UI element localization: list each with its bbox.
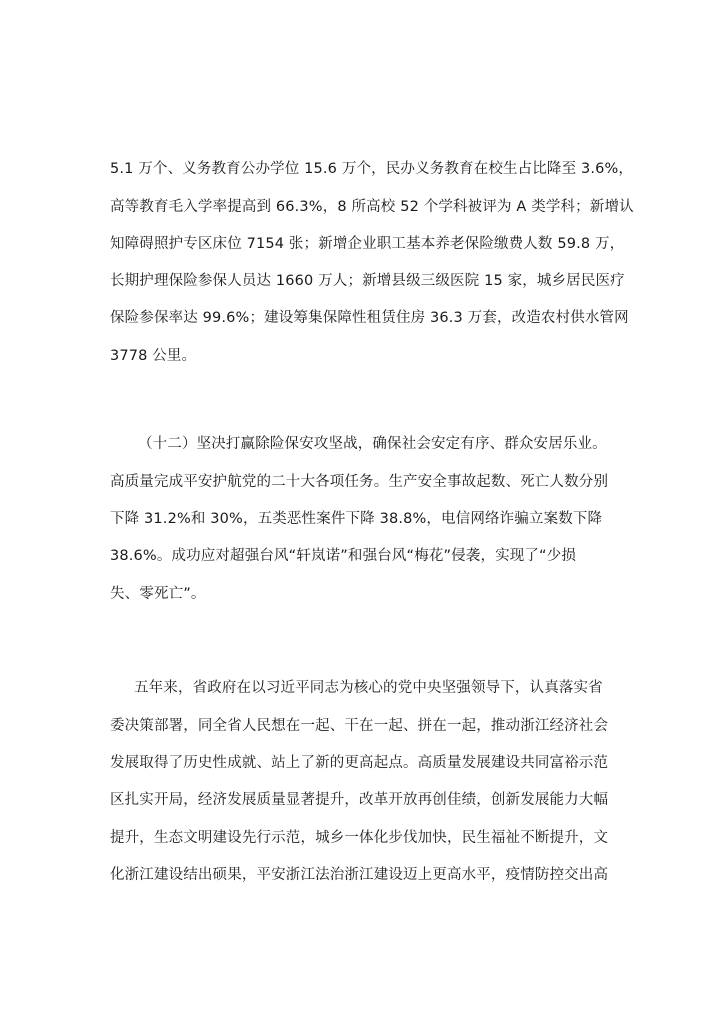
paragraph-2-line-5: 失、零死亡”。 bbox=[110, 586, 206, 602]
paragraph-1-line-5: 保险参保率达 99.6%；建设筹集保障性租赁住房 36.3 万套，改造农村供水管网 bbox=[110, 310, 629, 326]
paragraph-3-line-4: 区扎实开局，经济发展质量显著提升，改革开放再创佳绩，创新发展能力大幅 bbox=[110, 792, 609, 808]
paragraph-3-line-2: 委决策部署，同全省人民想在一起、干在一起、拼在一起，推动浙江经济社会 bbox=[110, 718, 609, 734]
paragraph-3-line-5: 提升，生态文明建设先行示范，城乡一体化步伐加快，民生福祉不断提升，文 bbox=[110, 830, 609, 846]
paragraph-2-line-3: 下降 31.2%和 30%，五类恶性案件下降 38.8%，电信网络诈骗立案数下降 bbox=[110, 511, 603, 527]
paragraph-3-line-6: 化浙江建设结出硕果，平安浙江法治浙江建设迈上更高水平，疫情防控交出高 bbox=[110, 867, 609, 883]
paragraph-1-line-1: 5.1 万个、义务教育公办学位 15.6 万个，民办义务教育在校生占比降至 3.6%， bbox=[110, 161, 634, 177]
paragraph-1-line-6: 3778 公里。 bbox=[110, 348, 197, 364]
paragraph-1-line-3: 知障碍照护专区床位 7154 张；新增企业职工基本养老保险缴费人数 59.8 万， bbox=[110, 236, 625, 252]
paragraph-3-line-1: 五年来，省政府在以习近平同志为核心的党中央坚强领导下，认真落实省 bbox=[134, 680, 603, 696]
paragraph-2-line-2: 高质量完成平安护航党的二十大各项任务。生产安全事故起数、死亡人数分别 bbox=[110, 474, 609, 490]
paragraph-1-line-4: 长期护理保险参保人员达 1660 万人；新增县级三级医院 15 家，城乡居民医疗 bbox=[110, 273, 625, 289]
paragraph-2-line-4: 38.6%。成功应对超强台风“轩岚诺”和强台风“梅花”侵袭，实现了“少损 bbox=[110, 548, 577, 564]
paragraph-2-line-1: （十二）坚决打赢除险保安攻坚战，确保社会安定有序、群众安居乐业。 bbox=[138, 436, 607, 452]
paragraph-3-line-3: 发展取得了历史性成就、站上了新的更高起点。高质量发展建设共同富裕示范 bbox=[110, 755, 609, 771]
paragraph-1-line-2: 高等教育毛入学率提高到 66.3%，8 所高校 52 个学科被评为 A 类学科；新增认 bbox=[110, 199, 634, 215]
